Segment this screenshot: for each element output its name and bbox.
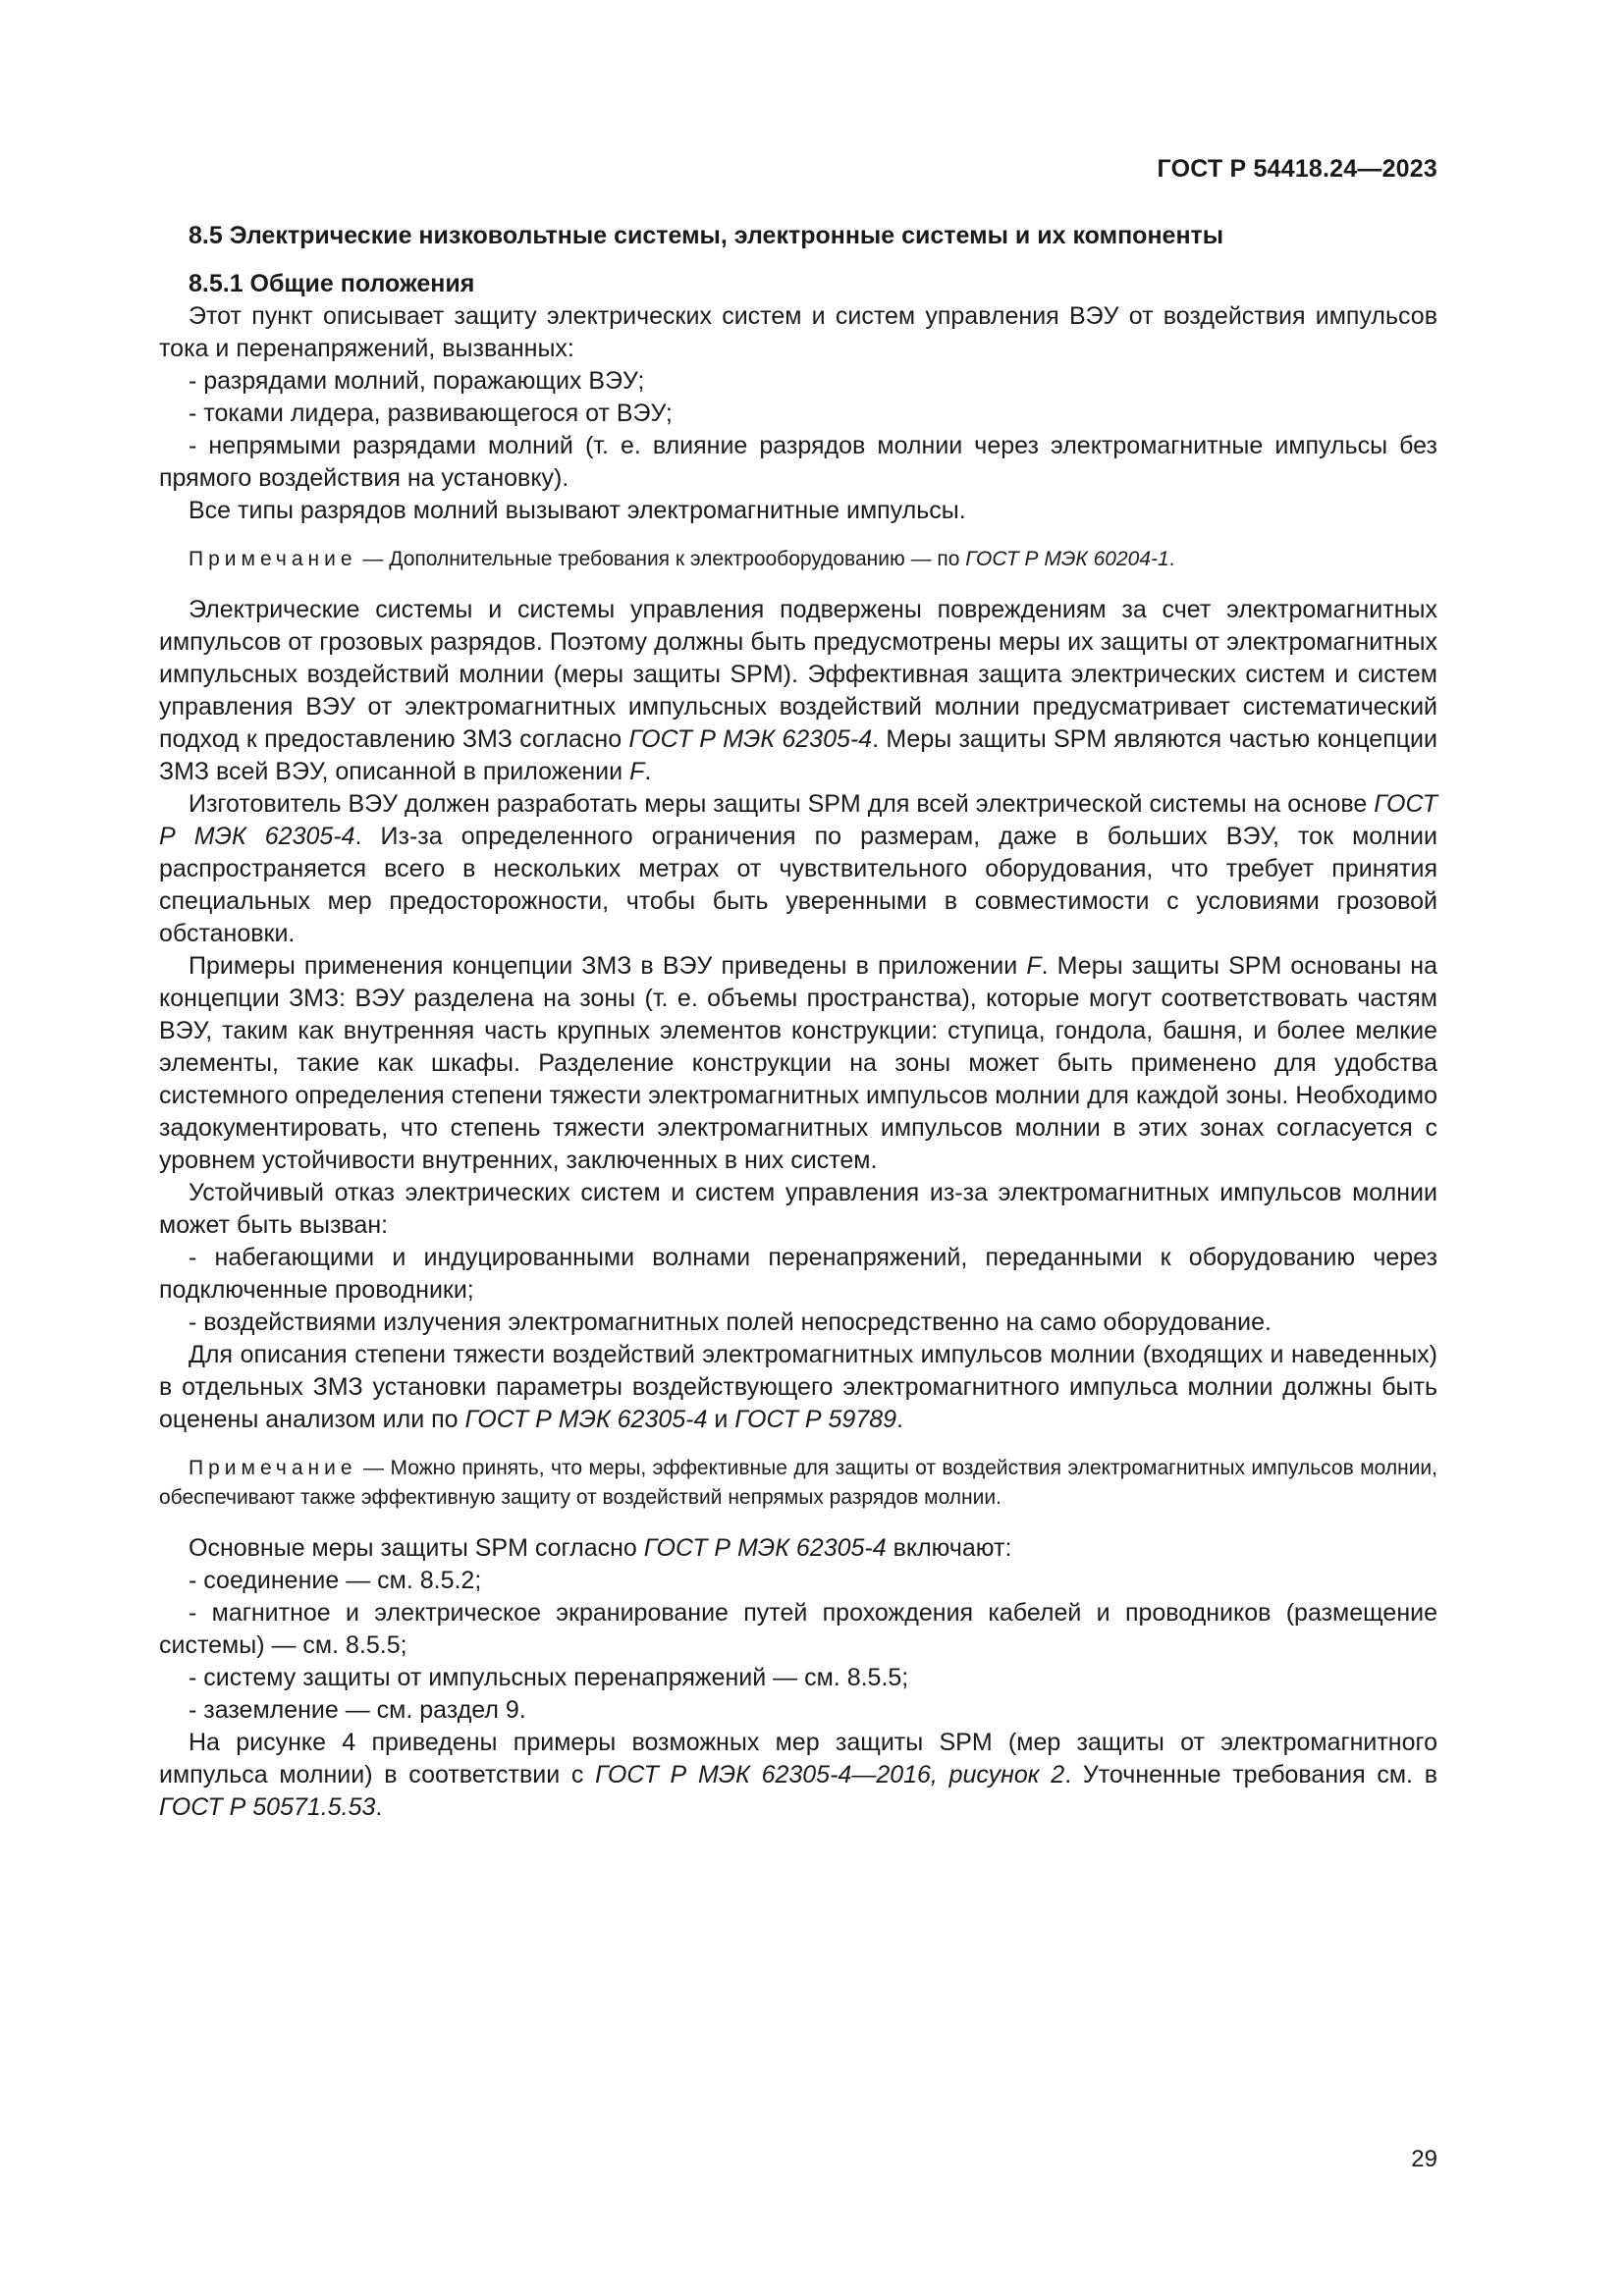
standard-reference: ГОСТ Р МЭК 62305-4 — [464, 1406, 708, 1433]
note-end: . — [1168, 548, 1175, 570]
text: включают: — [886, 1534, 1012, 1562]
note-text: — Можно принять, что меры, эффективные для защиты от воздействия электромагнитных импульсов молнии, обеспечивают также эффективную защиту от воздействий непрямых разрядов молнии. — [159, 1457, 1437, 1509]
text: . Меры защиты SPM основаны на концепции ЗМЗ: ВЭУ разделена на зоны (т. е. объемы пространства), которые могут соответствовать частям ВЭУ, таким как внутренняя часть крупных элементов конструкции: ступица, гондола, башня, и более мелкие элементы, такие как шкафы. Разделение конструкции на зоны может быть применено для удобства системного определения степени тяжести электромагнитных импульсов молнии для каждой зоны. Необходимо задокументировать, что степень тяжести электромагнитных импульсов молнии в этих зонах согласуется с уровнем устойчивости внутренних, заключенных в них систем. — [159, 952, 1437, 1174]
appendix-reference: F — [1026, 952, 1042, 980]
section-heading: 8.5 Электрические низковольтные системы, электронные системы и их компоненты — [189, 222, 1224, 249]
document-body — [159, 222, 1437, 1824]
list-item: - непрямыми разрядами молний (т. е. влияние разрядов молнии через электромагнитные импульсы без прямого воздействия на установку). — [159, 432, 1437, 492]
text: Изготовитель ВЭУ должен разработать меры защиты SPM для всей электрической системы на основе — [189, 790, 1375, 818]
standard-reference: ГОСТ Р МЭК 62305-4—2016, рисунок 2 — [595, 1761, 1065, 1789]
list-item: - воздействиями излучения электромагнитных полей непосредственно на само оборудование. — [189, 1308, 1272, 1336]
text: . — [375, 1793, 383, 1821]
text: . — [896, 1406, 903, 1433]
list-item: - соединение — см. 8.5.2; — [189, 1567, 482, 1594]
list-item: - набегающими и индуцированными волнами перенапряжений, переданными к оборудованию через подключенные проводники; — [159, 1244, 1437, 1304]
text: . Из-за определенного ограничения по размерам, даже в больших ВЭУ, ток молнии распространяется всего в нескольких метрах от чувствительного оборудования, что требует принятия специальных мер предосторожности, чтобы быть уверенными в совместимости с условиями грозовой обстановки. — [159, 823, 1437, 947]
page-number: 29 — [1411, 2146, 1437, 2172]
paragraph-1: Этот пункт описывает защиту электрических систем и систем управления ВЭУ от воздействия импульсов тока и перенапряжений, вызванных: — [159, 302, 1437, 362]
paragraph-7 — [159, 1339, 1437, 1436]
paragraph-9 — [159, 1727, 1437, 1824]
text: Основные меры защиты SPM согласно — [189, 1534, 644, 1562]
text: . Меры защиты SPM являются частью концепции ЗМЗ всей ВЭУ, описанной в приложении — [159, 725, 1437, 785]
text: и — [707, 1406, 735, 1433]
standard-reference: ГОСТ Р 59789 — [734, 1406, 897, 1433]
standard-reference: ГОСТ Р МЭК 62305-4 — [643, 1534, 887, 1562]
paragraph-3 — [159, 594, 1437, 788]
list-item: - заземление — см. раздел 9. — [189, 1696, 526, 1724]
list-item: - токами лидера, развивающегося от ВЭУ; — [189, 400, 673, 427]
note-text: — Дополнительные требования к электрооборудованию — по — [356, 548, 966, 570]
note-label: Примечание — [189, 1457, 357, 1479]
list-item: - магнитное и электрическое экранирование путей прохождения кабелей и проводников (размещение системы) — см. 8.5.5; — [159, 1599, 1437, 1659]
list-item: - систему защиты от импульсных перенапряжений — см. 8.5.5; — [189, 1664, 909, 1691]
text: На рисунке 4 приведены примеры возможных мер защиты SPM (мер защиты от электромагнитного импульса молнии) в соответствии с — [159, 1729, 1437, 1789]
subsection-heading: 8.5.1 Общие положения — [189, 270, 475, 297]
paragraph-5 — [159, 950, 1437, 1177]
standard-reference: ГОСТ Р МЭК 62305-4 — [159, 790, 1437, 850]
note-label: Примечание — [189, 548, 357, 570]
paragraph-8 — [159, 1532, 1437, 1565]
list-item: - разрядами молний, поражающих ВЭУ; — [189, 367, 645, 395]
text: . Уточненные требования см. в — [1064, 1761, 1437, 1789]
note-2 — [159, 1454, 1437, 1513]
paragraph-4 — [159, 788, 1437, 950]
appendix-reference: F — [629, 758, 645, 785]
text: Электрические системы и системы управления подвержены повреждениям за счет электромагнитных импульсов от грозовых разрядов. Поэтому должны быть предусмотрены меры их защиты от электромагнитных импульсных воздействий молнии (меры защиты SPM). Эффективная защита электрических систем и систем управления ВЭУ от электромагнитных импульсных воздействий молнии предусматривает систематический подход к предоставлению ЗМЗ согласно — [159, 596, 1437, 753]
text: Для описания степени тяжести воздействий электромагнитных импульсов молнии (входящих и наведенных) в отдельных ЗМЗ установки параметры воздействующего электромагнитного импульса молнии должны быть оценены анализом или по — [159, 1341, 1437, 1433]
text: . — [644, 758, 652, 785]
paragraph-6: Устойчивый отказ электрических систем и систем управления из-за электромагнитных импульсов молнии может быть вызван: — [159, 1179, 1437, 1239]
standard-reference: ГОСТ Р МЭК 60204-1 — [965, 548, 1169, 570]
document-code: ГОСТ Р 54418.24—2023 — [1157, 155, 1437, 183]
note-1 — [159, 545, 1437, 574]
standard-reference: ГОСТ Р МЭК 62305-4 — [628, 725, 873, 753]
standard-reference: ГОСТ Р 50571.5.53 — [159, 1793, 376, 1821]
paragraph-2: Все типы разрядов молний вызывают электромагнитные импульсы. — [189, 497, 966, 524]
text: Примеры применения концепции ЗМЗ в ВЭУ приведены в приложении — [189, 952, 1027, 980]
